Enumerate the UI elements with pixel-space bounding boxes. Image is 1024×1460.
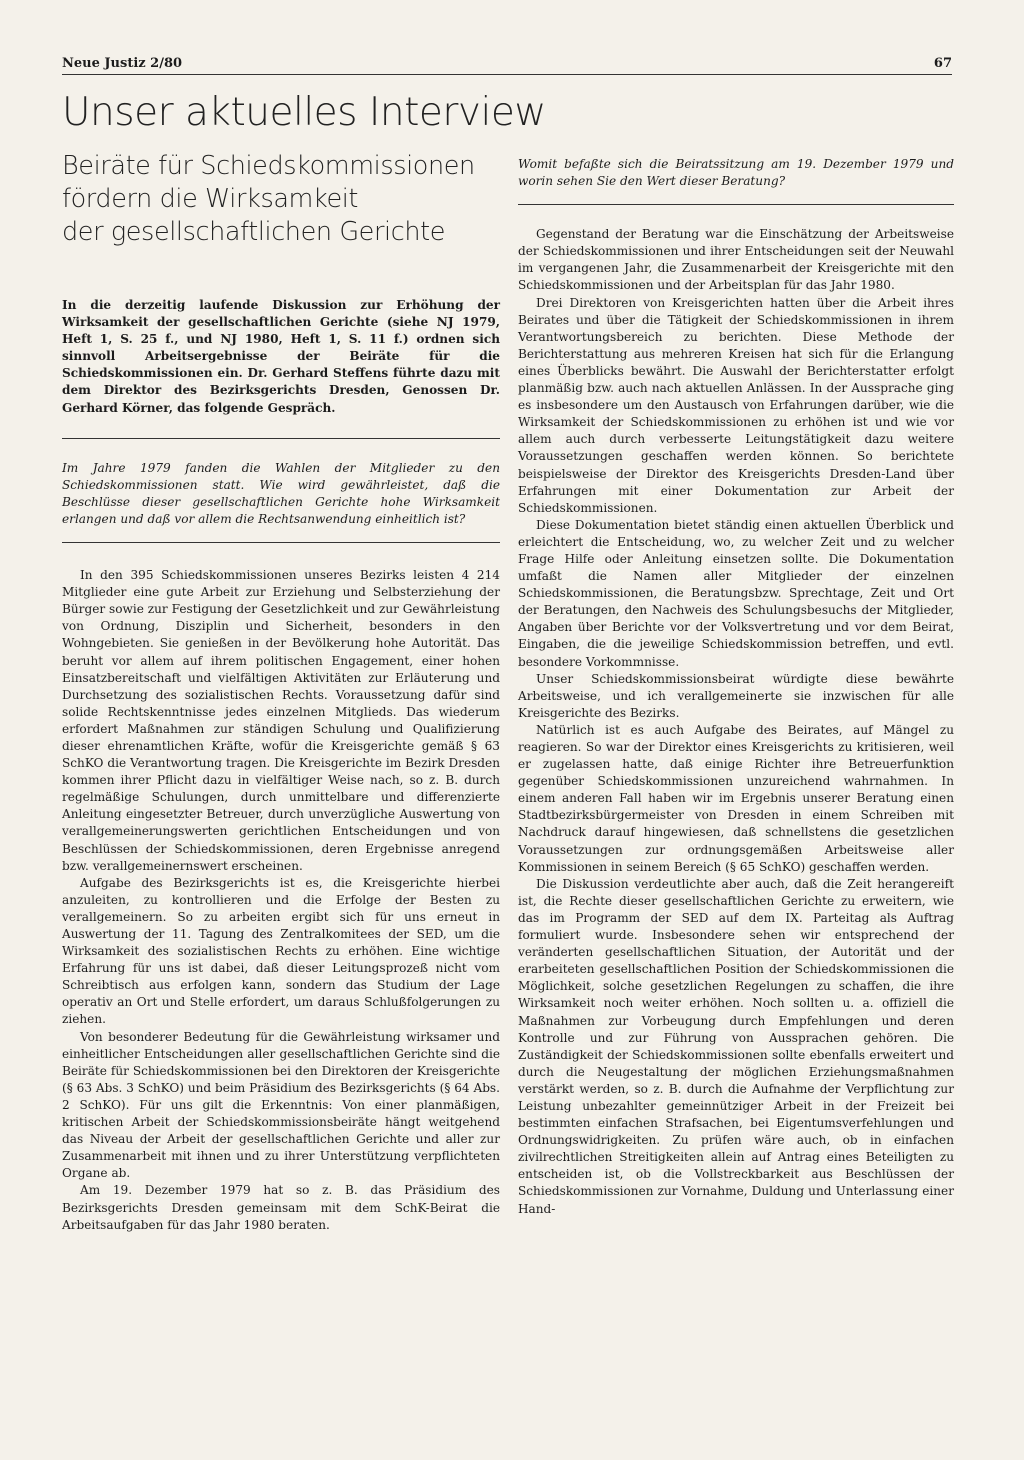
lead-paragraph: In die derzeitig laufende Diskussion zur Erhöhung der Wirksamkeit der gesellschaftlichen Gerichte (siehe NJ 1979, Heft 1, S. 25 f., und NJ 1980, Heft 1, S. 11 f.) ordnen sich sinnvoll Arbeitsergebnisse der Beiräte für die Schiedskommissionen ein. Dr. Gerhard Steffens führte dazu mit dem Direktor des Bezirksgerichts Dresden, Genossen Dr. Gerhard Körner, das folgende Gespräch. <box>62 298 500 415</box>
answer-paragraph: Diese Dokumentation bietet ständig einen aktuellen Überblick und erleichtert die Entscheidung, wo, zu welcher Zeit und zu welcher Frage Hilfe oder Anleitung einsetzen sollte. Die Dokumentation umfaßt die Namen aller Mitglieder der einzelnen Schiedskommissionen, die Beratungsbzw. Sprechtage, Zeit und Ort der Beratungen, den Nachweis des Schulungsbesuchs der Mitglieder, Angaben über Berichte vor der Volksvertretung und vor dem Beirat, Eingaben, die die jeweilige Schiedskommission betreffen, und evtl. besondere Vorkommnisse. <box>518 517 954 669</box>
headline-line: Beiräte für Schiedskommissionen <box>62 151 475 181</box>
page-number: 67 <box>933 56 952 71</box>
interview-question-1: Im Jahre 1979 fanden die Wahlen der Mitglieder zu den Schiedskommissionen statt. Wie wird gewährleistet, daß die Beschlüsse dieser gesellschaftlichen Gerichte hohe Wirksamkeit erlangen und daß vor allem die Rechtsanwendung einheitlich ist? <box>62 460 500 526</box>
answer-1 <box>62 567 500 1234</box>
answer-paragraph: Von besonderer Bedeutung für die Gewährleistung wirksamer und einheitlicher Entscheidungen aller gesellschaftlichen Gerichte sind die Beiräte für Schiedskommissionen bei den Direktoren der Kreisgerichte (§ 63 Abs. 3 SchKO) und beim Präsidium des Bezirksgerichts (§ 64 Abs. 2 SchKO). Für uns gilt die Erkenntnis: Von einer planmäßigen, kritischen Arbeit der Schiedskommissionsbeiräte hängt weitgehend das Niveau der Arbeit der gesellschaftlichen Gerichte und aller zur Zusammenarbeit mit ihnen und zu ihrer Unterstützung verpflichteten Organe ab. <box>62 1029 500 1181</box>
divider <box>62 438 500 439</box>
section-title: Unser aktuelles Interview <box>62 90 546 135</box>
answer-paragraph: Drei Direktoren von Kreisgerichten hatten über die Arbeit ihres Beirates und über die Tätigkeit der Schiedskommissionen in ihrem Verantwortungsbereich zu berichten. Diese Methode der Berichterstattung aus mehreren Kreisen hat sich für die Erlangung eines Überblicks bewährt. Die Auswahl der Berichterstatter erfolgt planmäßig bzw. auch nach aktuellen Anlässen. In der Aussprache ging es insbesondere um den Austausch von Erfahrungen darüber, wie die Wirksamkeit der Schiedskommissionen zu erhöhen ist und wie vor allem auch durch verbesserte Leitungstätigkeit dazu weitere Voraussetzungen geschaffen werden können. So berichtete beispielsweise der Direktor des Kreisgerichts Dresden-Land über Erfahrungen mit einer Dokumentation zur Arbeit der Schiedskommissionen. <box>518 295 954 515</box>
interview-question-2: Womit befaßte sich die Beiratssitzung am 19. Dezember 1979 und worin sehen Sie den Wert dieser Beratung? <box>518 157 954 189</box>
answer-paragraph: Gegenstand der Beratung war die Einschätzung der Arbeitsweise der Schiedskommissionen und ihrer Entscheidungen seit der Neuwahl im vergangenen Jahr, die Zusammenarbeit der Kreisgerichte mit den Schiedskommissionen und der Arbeitsplan für das Jahr 1980. <box>518 227 954 293</box>
headline-line: fördern die Wirksamkeit <box>62 184 359 214</box>
answer-paragraph: Am 19. Dezember 1979 hat so z. B. das Präsidium des Bezirksgerichts Dresden gemeinsam mit dem SchK-Beirat die Arbeitsaufgaben für das Jahr 1980 beraten. <box>62 1183 500 1232</box>
left-column <box>62 150 500 1234</box>
running-head <box>62 56 952 75</box>
answer-paragraph: In den 395 Schiedskommissionen unseres Bezirks leisten 4 214 Mitglieder eine gute Arbeit zur Erziehung und Selbsterziehung der Bürger sowie zur Festigung der Gesetzlichkeit und zur Gewährleistung von Ordnung, Disziplin und Sicherheit, besonders in den Wohngebieten. Sie genießen in der Bevölkerung hohe Autorität. Das beruht vor allem auf ihrem politischen Engagement, einer hohen Einsatzbereitschaft und vielfältigen Aktivitäten zur Erläuterung und Durchsetzung des sozialistischen Rechts. Voraussetzung dafür sind solide Rechtskenntnisse jedes einzelnen Mitglieds. Das wiederum erfordert Maßnahmen zur ständigen Schulung und Qualifizierung dieser ehrenamtlichen Kräfte, wofür die Kreisgerichte gemäß § 63 SchKO die Verantwortung tragen. Die Kreisgerichte im Bezirk Dresden kommen ihrer Pflicht dazu in vielfältiger Weise nach, so z. B. durch regelmäßige Schulungen, durch unmittelbare und differenzierte Anleitung eingesetzter Betreuer, durch unverzügliche Auswertung von verallgemeinerungswerten gerichtlichen Entscheidungen und von Beschlüssen der Schiedskommissionen, deren Ergebnisse anregend bzw. verallgemeinernswert erscheinen. <box>62 568 500 873</box>
divider <box>62 542 500 543</box>
answer-paragraph: Unser Schiedskommissionsbeirat würdigte diese bewährte Arbeitsweise, und ich verallgemeinerte sie inzwischen für alle Kreisgerichte des Bezirks. <box>518 671 954 720</box>
answer-paragraph: Natürlich ist es auch Aufgabe des Beirates, auf Mängel zu reagieren. So war der Direktor eines Kreisgerichts zu kritisieren, weil er zugelassen hatte, daß einige Richter ihre Betreuerfunktion gegenüber Schiedskommissionen unzureichend wahrnahmen. In einem anderen Fall haben wir im Ergebnis unserer Beratung einen Stadtbezirksbürgermeister von Dresden in einem Schreiben mit Nachdruck darauf hingewiesen, daß schnellstens die gesetzlichen Voraussetzungen zur ordnungsgemäßen Arbeitsweise aller Kommissionen in seinem Bereich (§ 65 SchKO) geschaffen werden. <box>518 722 954 874</box>
headline-line: der gesellschaftlichen Gerichte <box>62 217 446 247</box>
answer-paragraph: Aufgabe des Bezirksgerichts ist es, die Kreisgerichte hierbei anzuleiten, zu kontrollieren und die Erfolge der Besten zu verallgemeinern. So zu arbeiten ergibt sich für uns erneut in Auswertung der 11. Tagung des Zentralkomitees der SED, um die Wirksamkeit des sozialistischen Rechts zu erhöhen. Eine wichtige Erfahrung für uns ist dabei, daß dieser Leitungsprozeß nicht vom Schreibtisch aus erfolgen kann, sondern das Studium der Lage operativ an Ort und Stelle erfordert, um daraus Schlußfolgerungen zu ziehen. <box>62 875 500 1027</box>
journal-issue: Neue Justiz 2/80 <box>62 56 183 71</box>
divider <box>518 204 954 205</box>
right-column <box>518 150 954 1218</box>
answer-paragraph: Die Diskussion verdeutlichte aber auch, daß die Zeit herangereift ist, die Rechte dieser gesellschaftlichen Gerichte zu erweitern, wie das im Programm der SED auf dem IX. Parteitag als Auftrag formuliert wurde. Insbesondere sehen wir entsprechend der veränderten gesellschaftlichen Situation, der Autorität und der erarbeiteten gesellschaftlichen Position der Schiedskommissionen die Möglichkeit, solche gesetzlichen Regelungen zu schaffen, die ihre Wirksamkeit noch weiter erhöhen. Noch sollten u. a. offiziell die Maßnahmen zur Vorbeugung durch Empfehlungen und deren Kontrolle und zur Führung von Aussprachen gehören. Die Zuständigkeit der Schiedskommissionen sollte ebenfalls erweitert und durch die Neugestaltung der möglichen Erziehungsmaßnahmen verstärkt werden, so z. B. durch die Aufnahme der Verpflichtung zur Leistung unbezahlter gemeinnütziger Arbeit in der Freizeit bei bestimmten einfachen Strafsachen, bei Eigentumsverfehlungen und Ordnungswidrigkeiten. Zu prüfen wäre auch, ob in einfachen zivilrechtlichen Streitigkeiten allein auf Antrag eines Beteiligten zu entscheiden ist, ob die Vollstreckbarkeit aus Beschlüssen der Schiedskommissionen zur Vornahme, Duldung und Unterlassung einer Hand- <box>518 876 954 1216</box>
article-headline <box>62 150 500 249</box>
answer-2 <box>518 226 954 1217</box>
